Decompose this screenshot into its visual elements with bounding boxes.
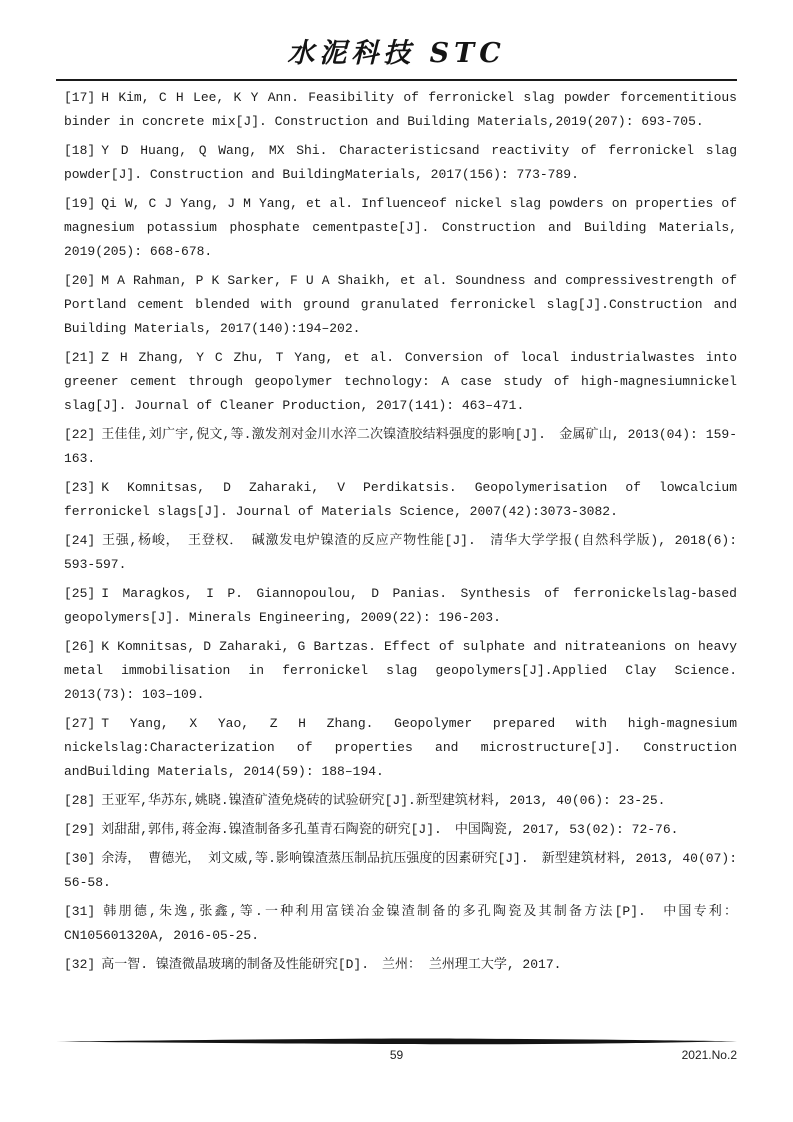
reference-id: [20] <box>64 273 96 289</box>
reference-id: [18] <box>64 143 96 159</box>
reference-id: [21] <box>64 350 96 366</box>
reference-id: [30] <box>64 851 96 867</box>
reference-item <box>64 476 737 524</box>
reference-text: K Komnitsas, D Zaharaki, G Bartzas. Effect of sulphate and nitrateanions on heavy metal immobilisation in ferronickel slag geopolymers[J].Applied Clay Science. 2013(73): 103–109. <box>64 639 737 703</box>
reference-text: I Maragkos, I P. Giannopoulou, D Panias. Synthesis of ferronickelslag-based geopolymers[J]. Minerals Engineering, 2009(22): 196-203. <box>64 586 737 626</box>
reference-item <box>64 139 737 187</box>
reference-item <box>64 789 737 813</box>
reference-text: M A Rahman, P K Sarker, F U A Shaikh, et al. Soundness and compressivestrength of Portland cement blended with ground granulated ferronickel slag[J].Construction and Building Materials, 2017(140):194–202. <box>64 273 737 337</box>
reference-item <box>64 712 737 784</box>
footer-row <box>56 1046 737 1064</box>
reference-id: [29] <box>64 822 96 838</box>
reference-id: [28] <box>64 793 96 809</box>
reference-id: [31] <box>64 904 96 920</box>
reference-text: Z H Zhang, Y C Zhu, T Yang, et al. Conversion of local industrialwastes into greener cement through geopolymer technology: A case study of high-magnesiumnickel slag[J]. Journal of Cleaner Production, 2017(141): 463–471. <box>64 350 737 414</box>
footer-rule <box>56 1037 737 1046</box>
reference-item <box>64 86 737 134</box>
journal-title: 水泥科技 STC <box>287 38 506 69</box>
references-list <box>56 81 737 977</box>
reference-id: [23] <box>64 480 96 496</box>
reference-item <box>64 269 737 341</box>
reference-id: [22] <box>64 427 96 443</box>
reference-item <box>64 953 737 977</box>
reference-item <box>64 346 737 418</box>
reference-text: K Komnitsas, D Zaharaki, V Perdikatsis. Geopolymerisation of lowcalcium ferronickel slags[J]. Journal of Materials Science, 2007(42):3073-3082. <box>64 480 737 520</box>
reference-text: T Yang, X Yao, Z H Zhang. Geopolymer prepared with high-magnesium nickelslag:Characterization of properties and microstructure[J]. Construction andBuilding Materials, 2014(59): 188–194. <box>64 716 737 780</box>
reference-id: [24] <box>64 533 96 549</box>
reference-item <box>64 818 737 842</box>
reference-text: 王强,杨峻， 王登权． 碱激发电炉镍渣的反应产物性能[J]. 清华大学学报(自然科学版), 2018(6): 593-597. <box>64 533 737 573</box>
reference-text: 余涛， 曹德光， 刘文威,等.影响镍渣蒸压制品抗压强度的因素研究[J]. 新型建筑材料, 2013, 40(07): 56-58. <box>64 851 737 891</box>
reference-item <box>64 582 737 630</box>
reference-item <box>64 635 737 707</box>
reference-item <box>64 900 737 948</box>
reference-id: [32] <box>64 957 96 973</box>
reference-text: Qi W, C J Yang, J M Yang, et al. Influenceof nickel slag powders on properties of magnesium potassium phosphate cementpaste[J]. Construction and Building Materials, 2019(205): 668-678. <box>64 196 737 260</box>
reference-text: 王佳佳,刘广宇,倪文,等.激发剂对金川水淬二次镍渣胶结料强度的影响[J]. 金属矿山, 2013(04): 159-163. <box>64 427 737 467</box>
reference-id: [26] <box>64 639 96 655</box>
reference-id: [27] <box>64 716 96 732</box>
reference-item <box>64 192 737 264</box>
reference-text: H Kim, C H Lee, K Y Ann. Feasibility of ferronickel slag powder forcementitious binder in concrete mix[J]. Construction and Building Materials,2019(207): 693-705. <box>64 90 737 130</box>
reference-item <box>64 529 737 577</box>
reference-text: Y D Huang, Q Wang, MX Shi. Characteristicsand reactivity of ferronickel slag powder[J]. Construction and BuildingMaterials, 2017(156): 773-789. <box>64 143 737 183</box>
reference-id: [19] <box>64 196 96 212</box>
reference-text: 韩朋德,朱逸,张鑫,等.一种利用富镁冶金镍渣制备的多孔陶瓷及其制备方法[P]. 中国专利：CN105601320A, 2016-05-25. <box>64 904 737 944</box>
issue-number: 2021.No.2 <box>681 1048 737 1062</box>
reference-text: 刘甜甜,郭伟,蒋金海.镍渣制备多孔堇青石陶瓷的研究[J]. 中国陶瓷, 2017, 53(02): 72-76. <box>101 822 679 838</box>
reference-text: 高一智. 镍渣微晶玻璃的制备及性能研究[D]. 兰州： 兰州理工大学, 2017. <box>101 957 562 973</box>
page-footer <box>56 1037 737 1064</box>
reference-id: [17] <box>64 90 96 106</box>
reference-item <box>64 847 737 895</box>
page-number: 59 <box>389 1048 404 1062</box>
reference-id: [25] <box>64 586 96 602</box>
reference-item <box>64 423 737 471</box>
page-header <box>0 0 793 81</box>
reference-text: 王亚军,华苏东,姚晓.镍渣矿渣免烧砖的试验研究[J].新型建筑材料, 2013, 40(06): 23-25. <box>101 793 666 809</box>
